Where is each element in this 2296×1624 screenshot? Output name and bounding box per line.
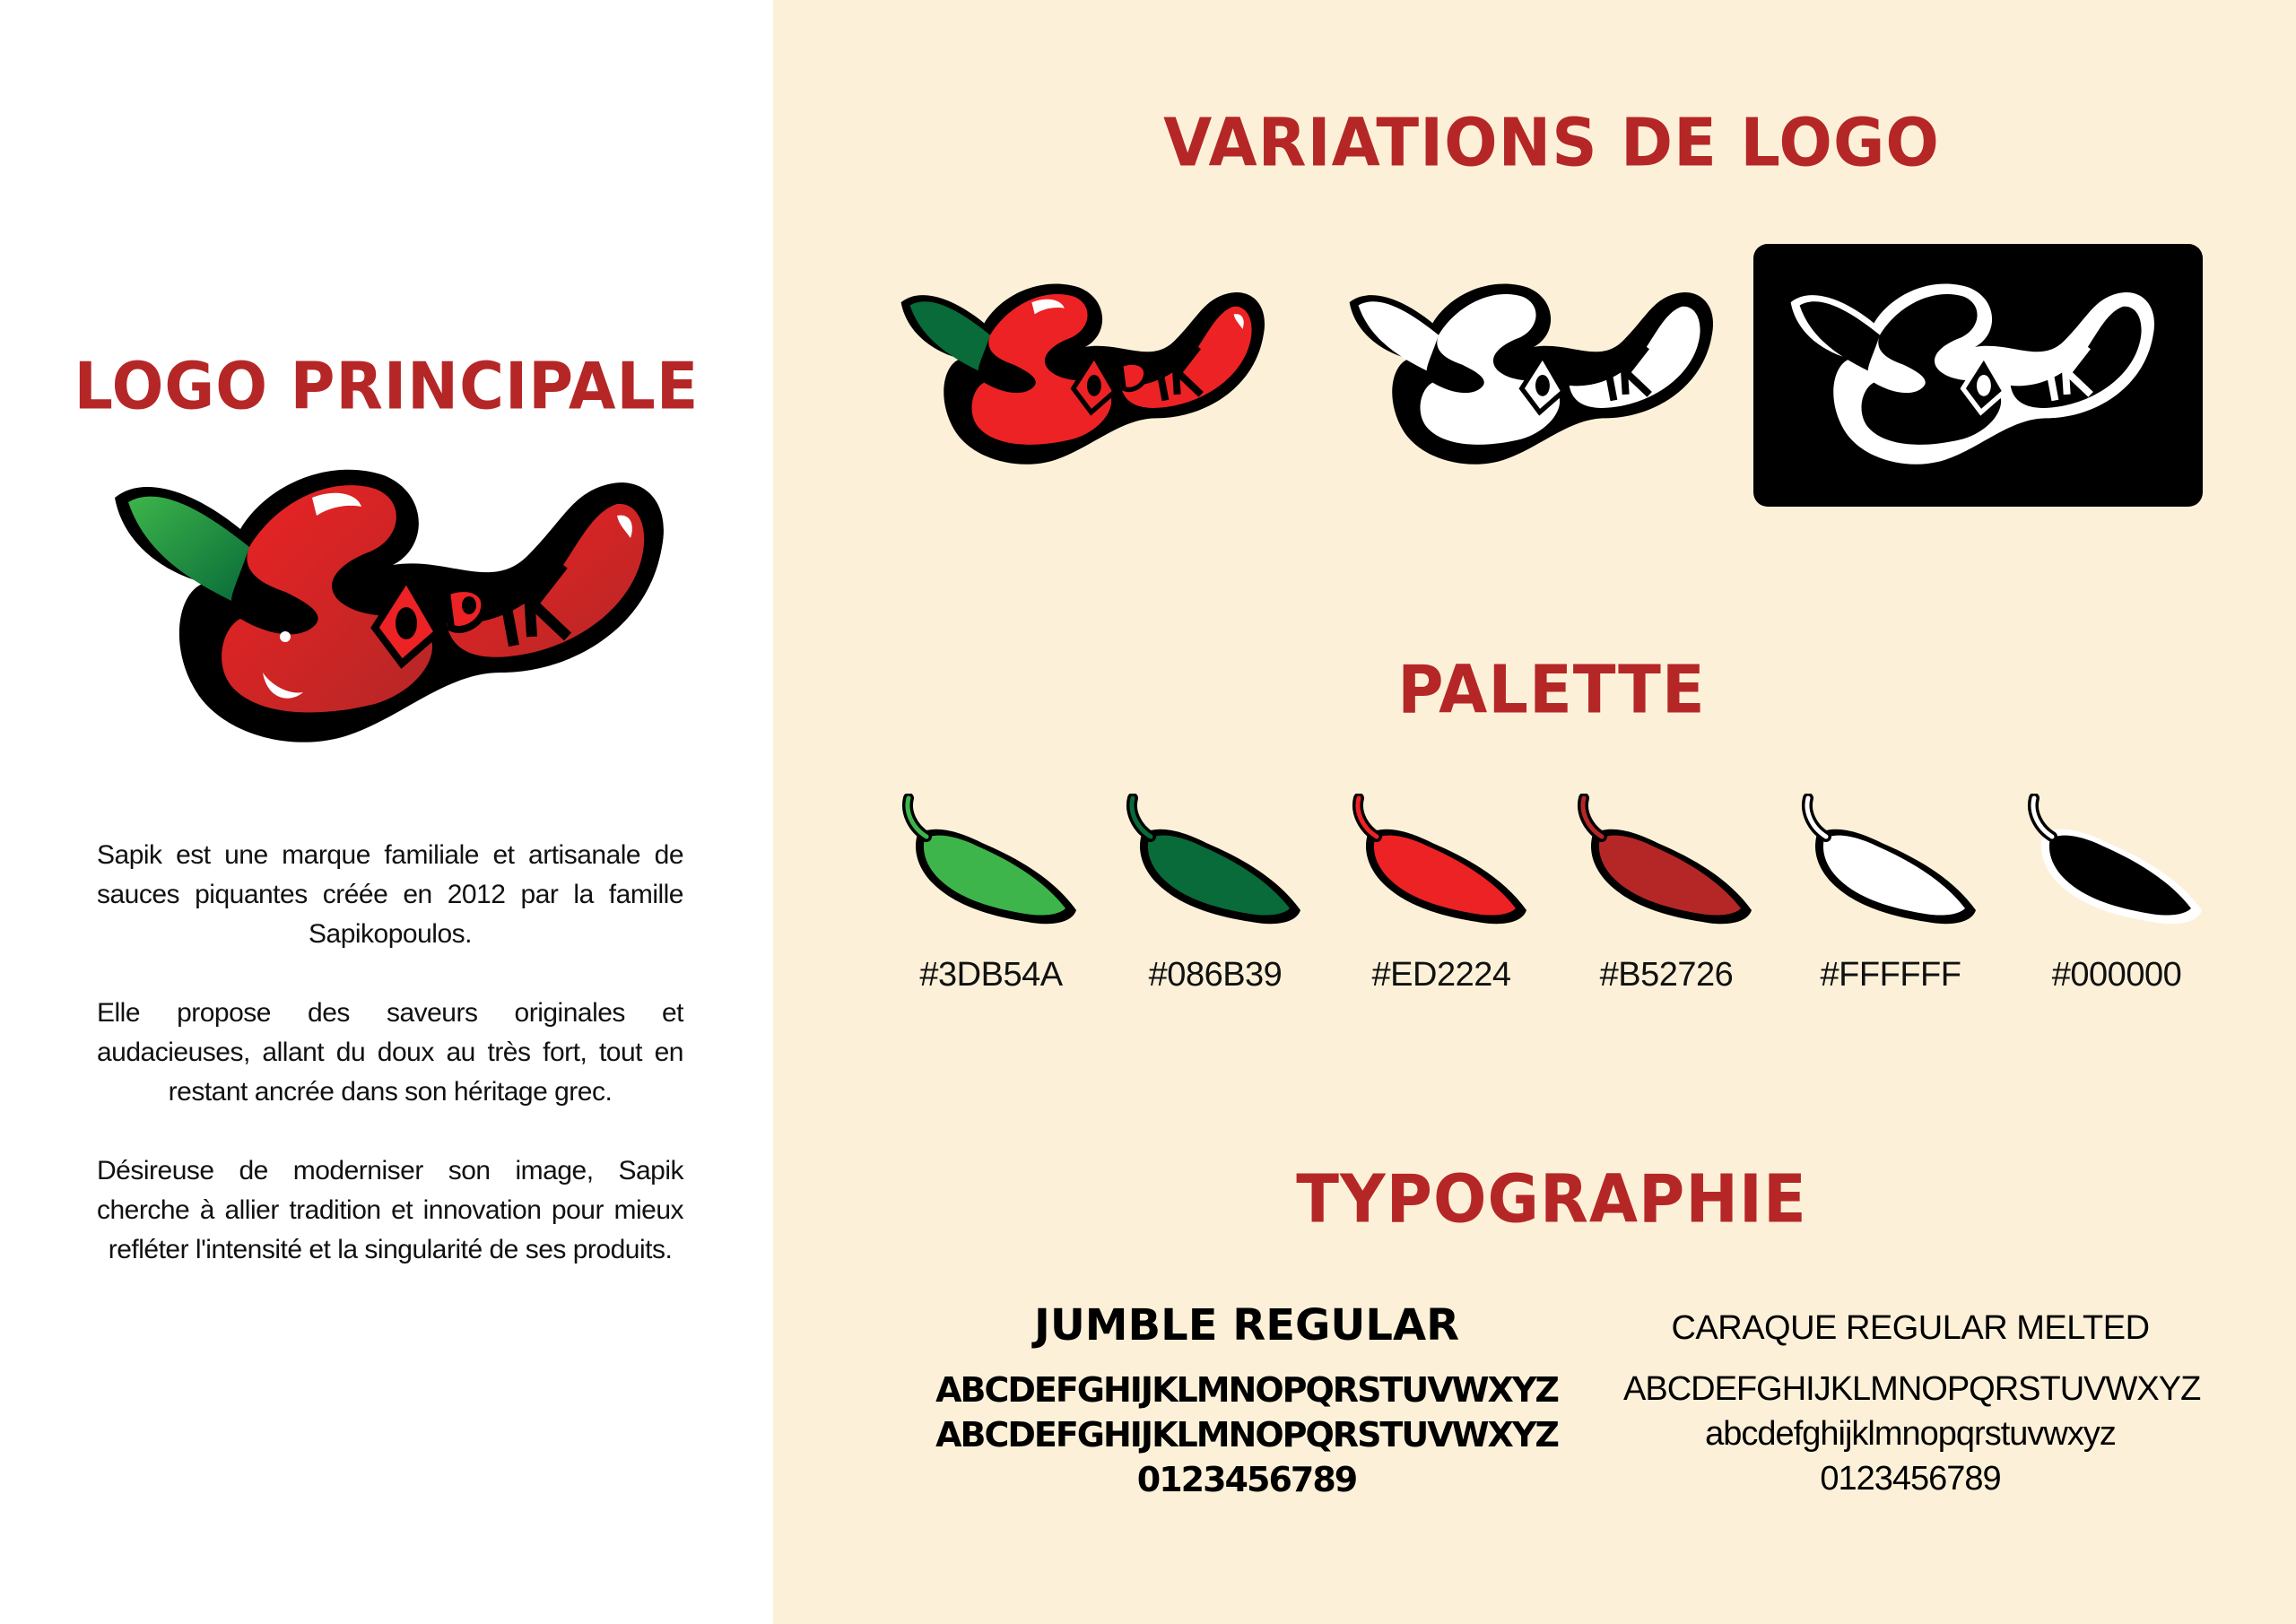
font-name: JUMBLE REGULAR — [1033, 1300, 1460, 1350]
logo-principale-heading: LOGO PRINCIPALE — [74, 349, 700, 425]
about-text — [97, 836, 683, 1309]
about-paragraph: Sapik est une marque familiale et artisanale de sauces piquantes créée en 2012 par la famille Sapikopoulos. — [97, 840, 683, 949]
left-panel — [0, 0, 773, 1624]
font-digits-sample: 0123456789 — [1136, 1460, 1357, 1499]
color-swatch-pepper — [1343, 794, 1535, 937]
logo-variation-inverse — [1785, 269, 2161, 475]
font-uppercase-sample: ABCDEFGHIJKLMNOPQRSTUVWXYZ — [935, 1370, 1558, 1410]
font-uppercase-sample: ABCDEFGHIJKLMNOPQRSTUVWXYZ — [1623, 1370, 2201, 1408]
color-code-label: #000000 — [2051, 956, 2182, 994]
color-swatch-pepper — [1568, 794, 1761, 937]
color-swatch-pepper — [2018, 794, 2211, 937]
main-logo — [106, 448, 674, 758]
color-code-label: #3DB54A — [919, 956, 1063, 994]
about-paragraph: Désireuse de moderniser son image, Sapik cherche à allier tradition et innovation pour mieux refléter l'intensité et la singularité de ses produits. — [97, 1156, 683, 1264]
color-swatch-pepper — [1792, 794, 1985, 937]
variations-heading: VARIATIONS DE LOGO — [1163, 103, 1940, 182]
color-swatch-pepper — [892, 794, 1085, 937]
color-code-label: #FFFFFF — [1820, 956, 1961, 994]
logo-variation-white — [1344, 269, 1720, 475]
font-lowercase-sample: ABCDEFGHIJKLMNOPQRSTUVWXYZ — [935, 1415, 1558, 1455]
font-lowercase-sample: abcdefghijklmnopqrstuvwxyz — [1705, 1415, 2116, 1453]
color-code-label: #ED2224 — [1371, 956, 1511, 994]
logo-variation-color — [895, 269, 1272, 475]
color-swatch-pepper — [1117, 794, 1309, 937]
color-code-label: #086B39 — [1148, 956, 1283, 994]
color-code-label: #B52726 — [1599, 956, 1734, 994]
typography-heading: TYPOGRAPHIE — [1296, 1159, 1807, 1238]
font-digits-sample: 0123456789 — [1820, 1460, 2001, 1498]
palette-heading: PALETTE — [1397, 650, 1706, 729]
font-name: CARAQUE REGULAR MELTED — [1671, 1309, 2150, 1347]
about-paragraph: Elle propose des saveurs originales et audacieuses, allant du doux au très fort, tout en restant ancrée dans son héritage grec. — [97, 998, 683, 1107]
